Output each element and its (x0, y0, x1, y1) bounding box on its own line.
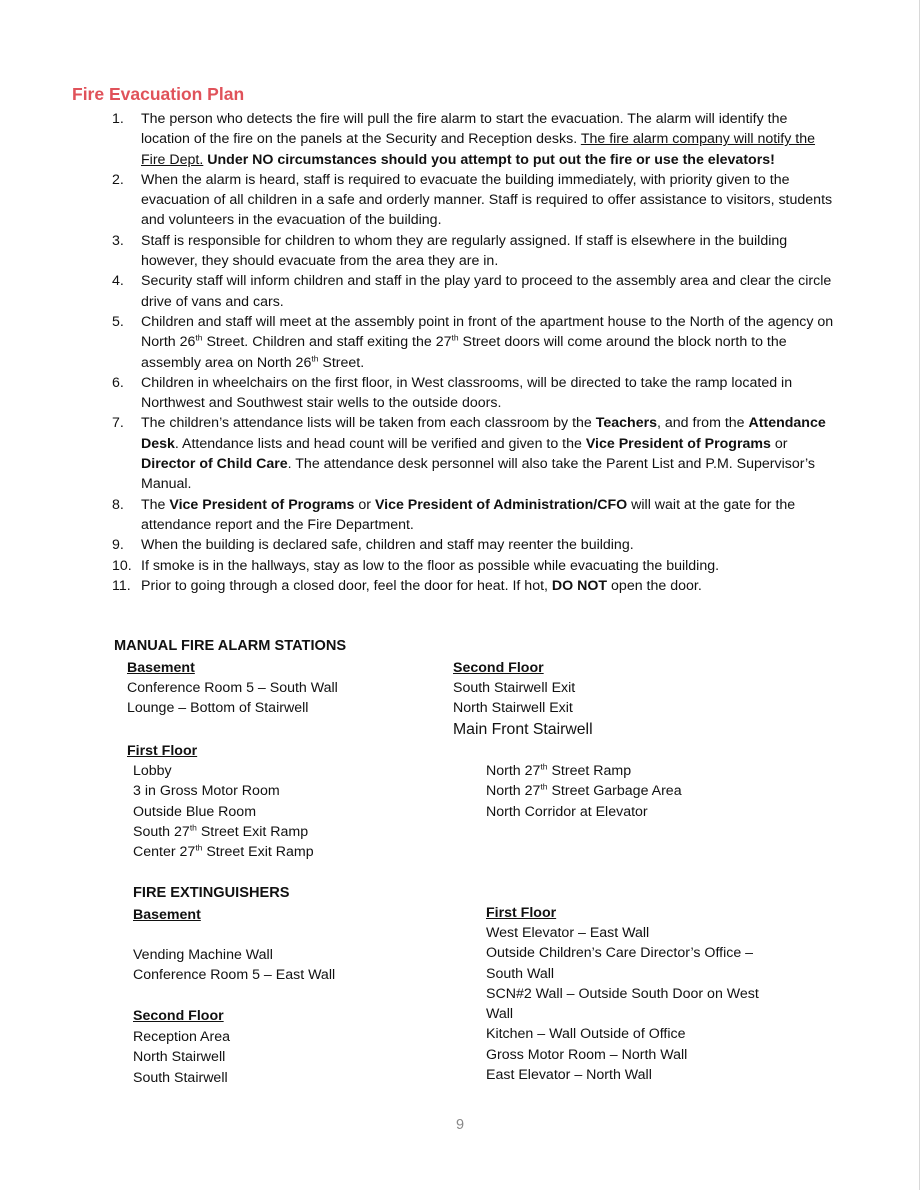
list-item: South Stairwell (133, 1069, 228, 1086)
step-number: 7. (112, 415, 124, 432)
alarm-first-floor-list (133, 761, 314, 862)
page-title: Fire Evacuation Plan (72, 84, 245, 104)
alarm-basement-heading: Basement (127, 660, 195, 676)
list-item: North Stairwell (133, 1049, 226, 1066)
ext-first-floor-list (486, 923, 786, 1085)
list-item: 5. Children and staff will meet at the assembly point in front of the apartment house to the North of the agency on North 26th Street. Children and staff exiting the 27th Street doors will come around the block north to the assembly area on North 26th Street. (112, 313, 834, 371)
list-item: Lobby (133, 763, 172, 779)
list-item: 7. The children’s attendance lists will be taken from each classroom by the Teachers, and from the Attendance Desk. Attendance lists and head count will be verified and given to the Vice President of Programs or Director of Child Care. The attendance desk personnel will also take the Parent List and P.M. Supervisor’s Manual. (112, 415, 826, 493)
list-item: North Corridor at Elevator (486, 803, 648, 820)
step-number: 10. (112, 557, 132, 574)
evacuation-steps-list (112, 109, 840, 596)
list-item: Reception Area (133, 1029, 231, 1045)
list-item: 10. If smoke is in the hallways, stay as low to the floor as possible while evacuating the building. (112, 556, 840, 576)
alarm-stations-heading: MANUAL FIRE ALARM STATIONS (114, 638, 347, 654)
ext-second-floor-heading: Second Floor (133, 1008, 224, 1024)
list-item: 11. Prior to going through a closed door, feel the door for heat. If hot, DO NOT open the door. (112, 576, 840, 596)
list-item: Gross Motor Room – North Wall (486, 1046, 688, 1063)
list-item: Conference Room 5 – South Wall (127, 680, 338, 696)
list-item: 6. Children in wheelchairs on the first floor, in West classrooms, will be directed to take the ramp located in Northwest and Southwest stair wells to the outside doors. (112, 374, 793, 412)
list-item: South 27th Street Exit Ramp (133, 822, 309, 840)
list-item: 9. When the building is declared safe, children and staff may reenter the building. (112, 535, 840, 555)
list-item: Main Front Stairwell (453, 720, 593, 738)
list-item: SCN#2 Wall – Outside South Door on West Wall (486, 985, 759, 1023)
step-number: 4. (112, 273, 124, 290)
page-number: 9 (455, 1117, 465, 1133)
step-number: 3. (112, 232, 124, 249)
step-number: 11. (112, 577, 131, 594)
list-item: 3 in Gross Motor Room (133, 783, 280, 800)
step-number: 8. (112, 496, 124, 513)
list-item: 3. Staff is responsible for children to whom they are regularly assigned. If staff is elsewhere in the building however, they should evacuate from the area they are in. (112, 232, 788, 270)
step-number: 9. (112, 537, 124, 554)
step-number: 5. (112, 313, 124, 330)
list-item: Outside Blue Room (133, 803, 257, 820)
list-item: Kitchen – Wall Outside of Office (486, 1026, 686, 1043)
list-item: East Elevator – North Wall (486, 1067, 652, 1084)
ext-basement-list (133, 945, 335, 986)
step-number: 1. (112, 111, 124, 127)
list-item: Vending Machine Wall (133, 947, 273, 963)
alarm-second-floor-list (453, 678, 593, 741)
ext-basement-heading: Basement (133, 907, 201, 923)
list-item: North Stairwell Exit (453, 700, 573, 717)
step-number: 6. (112, 374, 124, 391)
list-item: 8. The Vice President of Programs or Vice President of Administration/CFO will wait at the gate for the attendance report and the Fire Department. (112, 496, 796, 533)
list-item: West Elevator – East Wall (486, 925, 650, 941)
list-item: 2. When the alarm is heard, staff is required to evacuate the building immediately, with priority given to the evacuation of all children in a safe and orderly manner. Staff is required to offer assistance to visitors, students and volunteers in the evacuation of the building. (112, 171, 833, 229)
alarm-first-floor-right-list (486, 761, 682, 822)
ext-second-floor-list (133, 1027, 230, 1088)
list-item: North 27th Street Ramp (486, 761, 632, 779)
alarm-basement-list (127, 678, 338, 719)
list-item: North 27th Street Garbage Area (486, 781, 682, 800)
list-item: South Stairwell Exit (453, 680, 576, 696)
extinguishers-heading: FIRE EXTINGUISHERS (133, 885, 290, 901)
list-item: 4. Security staff will inform children and staff in the play yard to proceed to the assembly area and clear the circle drive of vans and cars. (112, 273, 832, 310)
alarm-second-floor-heading: Second Floor (453, 660, 544, 676)
list-item: 1. The person who detects the fire will pull the fire alarm to start the evacuation. The alarm will identify the location of the fire on the panels at the Security and Reception desks. The fire alarm company will notify the Fire Dept. Under NO circumstances should you attempt to put out the fire or use the elevators! (112, 111, 816, 168)
step-number: 2. (112, 171, 124, 188)
list-item: Outside Children’s Care Director’s Office – South Wall (486, 945, 754, 982)
ext-first-floor-heading: First Floor (486, 905, 557, 921)
list-item: Center 27th Street Exit Ramp (133, 842, 314, 861)
list-item: Conference Room 5 – East Wall (133, 967, 336, 984)
alarm-first-floor-heading: First Floor (127, 743, 198, 759)
list-item: Lounge – Bottom of Stairwell (127, 700, 309, 717)
